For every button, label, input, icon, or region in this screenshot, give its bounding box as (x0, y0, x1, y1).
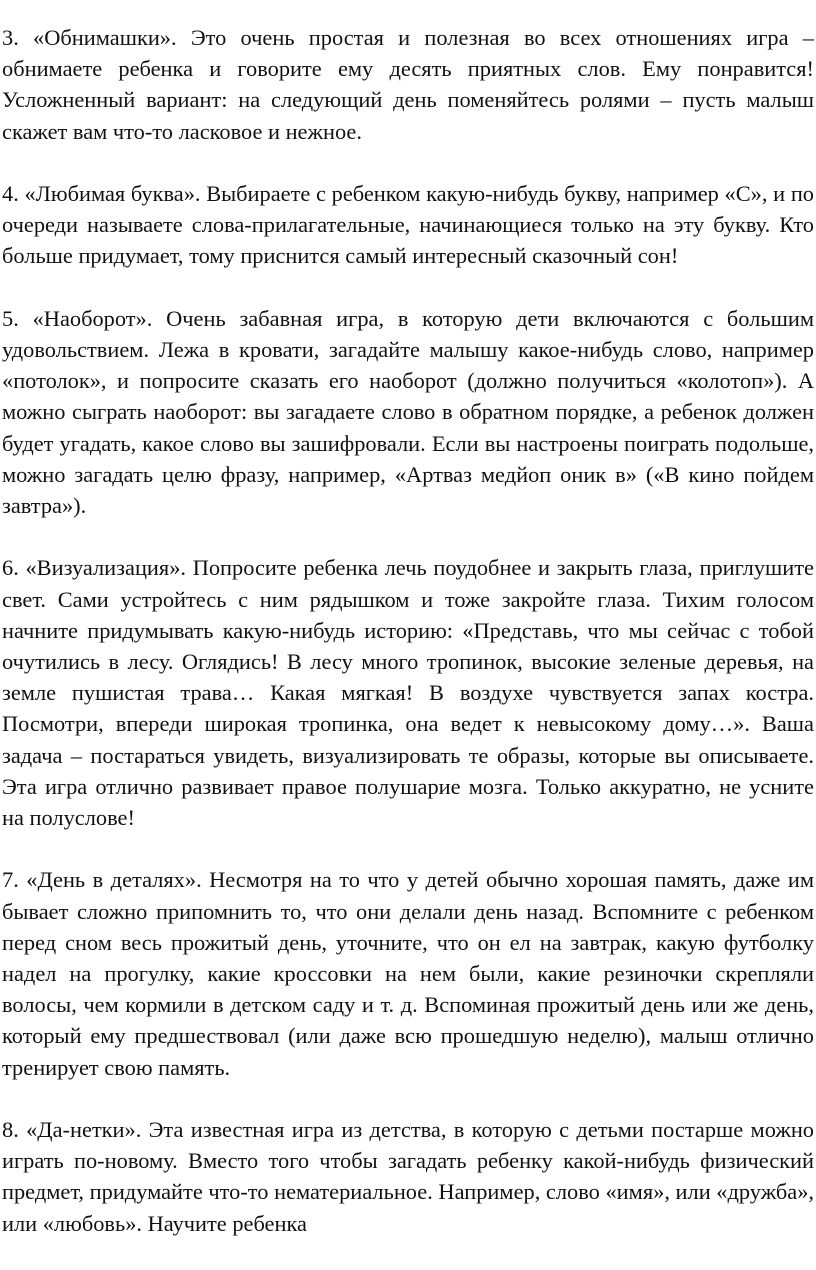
paragraph-game-4: 4. «Любимая буква». Выбираете с ребенком какую-нибудь букву, например «С», и по очереди называете слова-прилагательные, начинающиеся только на эту букву. Кто больше придумает, тому приснится самый интересный сказочный сон! (2, 181, 814, 269)
paragraph-game-3: 3. «Обнимашки». Это очень простая и полезная во всех отношениях игра – обнимаете ребенка и говорите ему десять приятных слов. Ему понравится! Усложненный вариант: на следующий день поменяйтесь ролями – пусть малыш скажет вам что-то ласковое и нежное. (2, 25, 814, 144)
paragraph-game-5: 5. «Наоборот». Очень забавная игра, в которую дети включаются с большим удовольствием. Лежа в кровати, загадайте малышу какое-нибудь слово, например «потолок», и попросите сказать его наоборот (должно получиться «колотоп»). А можно сыграть наоборот: вы загадаете слово в обратном порядке, а ребенок должен будет угадать, какое слово вы зашифровали. Если вы настроены поиграть подольше, можно загадать целю фразу, например, «Артваз медйоп оник в» («В кино пойдем завтра»). (2, 305, 814, 519)
document-page (2, 22, 814, 1270)
paragraph-game-6: 6. «Визуализация». Попросите ребенка лечь поудобнее и закрыть глаза, приглушите свет. Сами устройтесь с ним рядышком и тоже закройте глаза. Тихим голосом начните придумывать какую-нибудь историю: «Представь, что мы сейчас с тобой очутились в лесу. Оглядись! В лесу много тропинок, высокие зеленые деревья, на земле пушистая трава… Какая мягкая! В воздухе чувствуется запах костра. Посмотри, впереди широкая тропинка, она ведет к невысокому дому…». Ваша задача – постараться увидеть, визуализировать те образы, которые вы описываете. Эта игра отлично развивает правое полушарие мозга. Только аккуратно, не усните на полуслове! (2, 555, 814, 831)
paragraph-game-7: 7. «День в деталях». Несмотря на то что у детей обычно хорошая память, даже им бывает сложно припомнить то, что они делали день назад. Вспомните с ребенком перед сном весь прожитый день, уточните, что он ел на завтрак, какую футболку надел на прогулку, какие кроссовки на нем были, какие резиночки скрепляли волосы, чем кормили в детском саду и т. д. Вспоминая прожитый день или же день, который ему предшествовал (или даже всю прошедшую неделю), малыш отлично тренирует свою память. (2, 867, 814, 1080)
paragraph-game-8: 8. «Да-нетки». Эта известная игра из детства, в которую с детьми постарше можно играть по-новому. Вместо того чтобы загадать ребенку какой-нибудь физический предмет, придумайте что-то нематериальное. Например, слово «имя», или «дружба», или «любовь». Научите ребенка (2, 1117, 814, 1236)
